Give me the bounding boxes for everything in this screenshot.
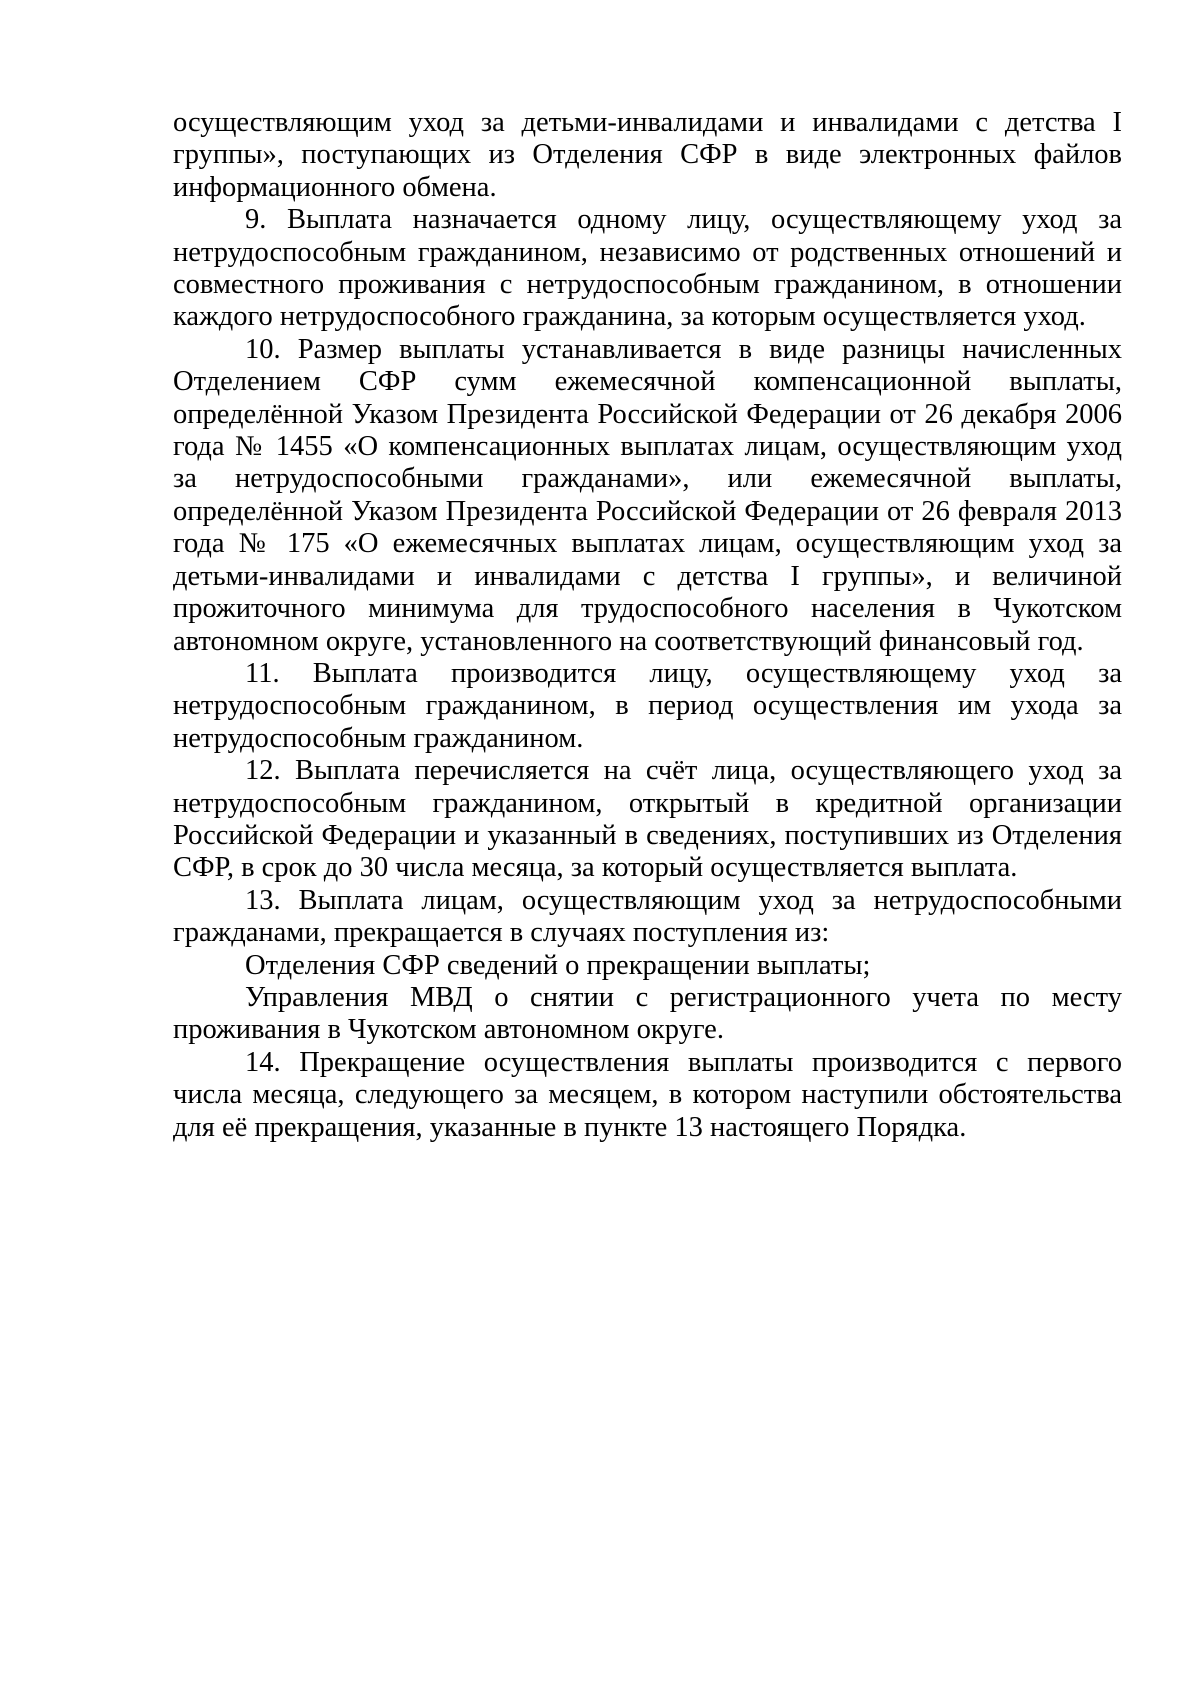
paragraph-continuation: осуществляющим уход за детьми-инвалидами и инвалидами с детства I группы», поступающих из Отделения СФР в виде электронных файлов информационного обмена. [173, 107, 1122, 203]
paragraph-clause-13-item-b: Управления МВД о снятии с регистрационного учета по месту проживания в Чукотском автономном округе. [173, 981, 1122, 1046]
paragraph-clause-10: 10. Размер выплаты устанавливается в виде разницы начисленных Отделением СФР сумм ежемесячной компенсационной выплаты, определённой Указом Президента Российской Федерации от 26 декабря 2006 года № 1455 «О компенсационных выплатах лицам, осуществляющим уход за нетрудоспособными гражданами», или ежемесячной выплаты, определённой Указом Президента Российской Федерации от 26 февраля 2013 года № 175 «О ежемесячных выплатах лицам, осуществляющим уход за детьми-инвалидами и инвалидами с детства I группы», и величиной прожиточного минимума для трудоспособного населения в Чукотском автономном округе, установленного на соответствующий финансовый год. [173, 333, 1122, 657]
document-page [173, 107, 1122, 1144]
paragraph-clause-13-item-a: Отделения СФР сведений о прекращении выплаты; [245, 949, 871, 981]
paragraph-clause-11: 11. Выплата производится лицу, осуществляющему уход за нетрудоспособным гражданином, в период осуществления им ухода за нетрудоспособным гражданином. [173, 657, 1122, 754]
paragraph-clause-9: 9. Выплата назначается одному лицу, осуществляющему уход за нетрудоспособным гражданином, независимо от родственных отношений и совместного проживания с нетрудоспособным гражданином, в отношении каждого нетрудоспособного гражданина, за которым осуществляется уход. [173, 204, 1122, 333]
paragraph-clause-12: 12. Выплата перечисляется на счёт лица, осуществляющего уход за нетрудоспособным гражданином, открытый в кредитной организации Российской Федерации и указанный в сведениях, поступивших из Отделения СФР, в срок до 30 числа месяца, за который осуществляется выплата. [173, 755, 1122, 884]
paragraph-clause-14: 14. Прекращение осуществления выплаты производится с первого числа месяца, следующего за месяцем, в котором наступили обстоятельства для её прекращения, указанные в пункте 13 настоящего Порядка. [173, 1046, 1122, 1143]
paragraph-clause-13: 13. Выплата лицам, осуществляющим уход за нетрудоспособными гражданами, прекращается в случаях поступления из: [173, 884, 1122, 949]
